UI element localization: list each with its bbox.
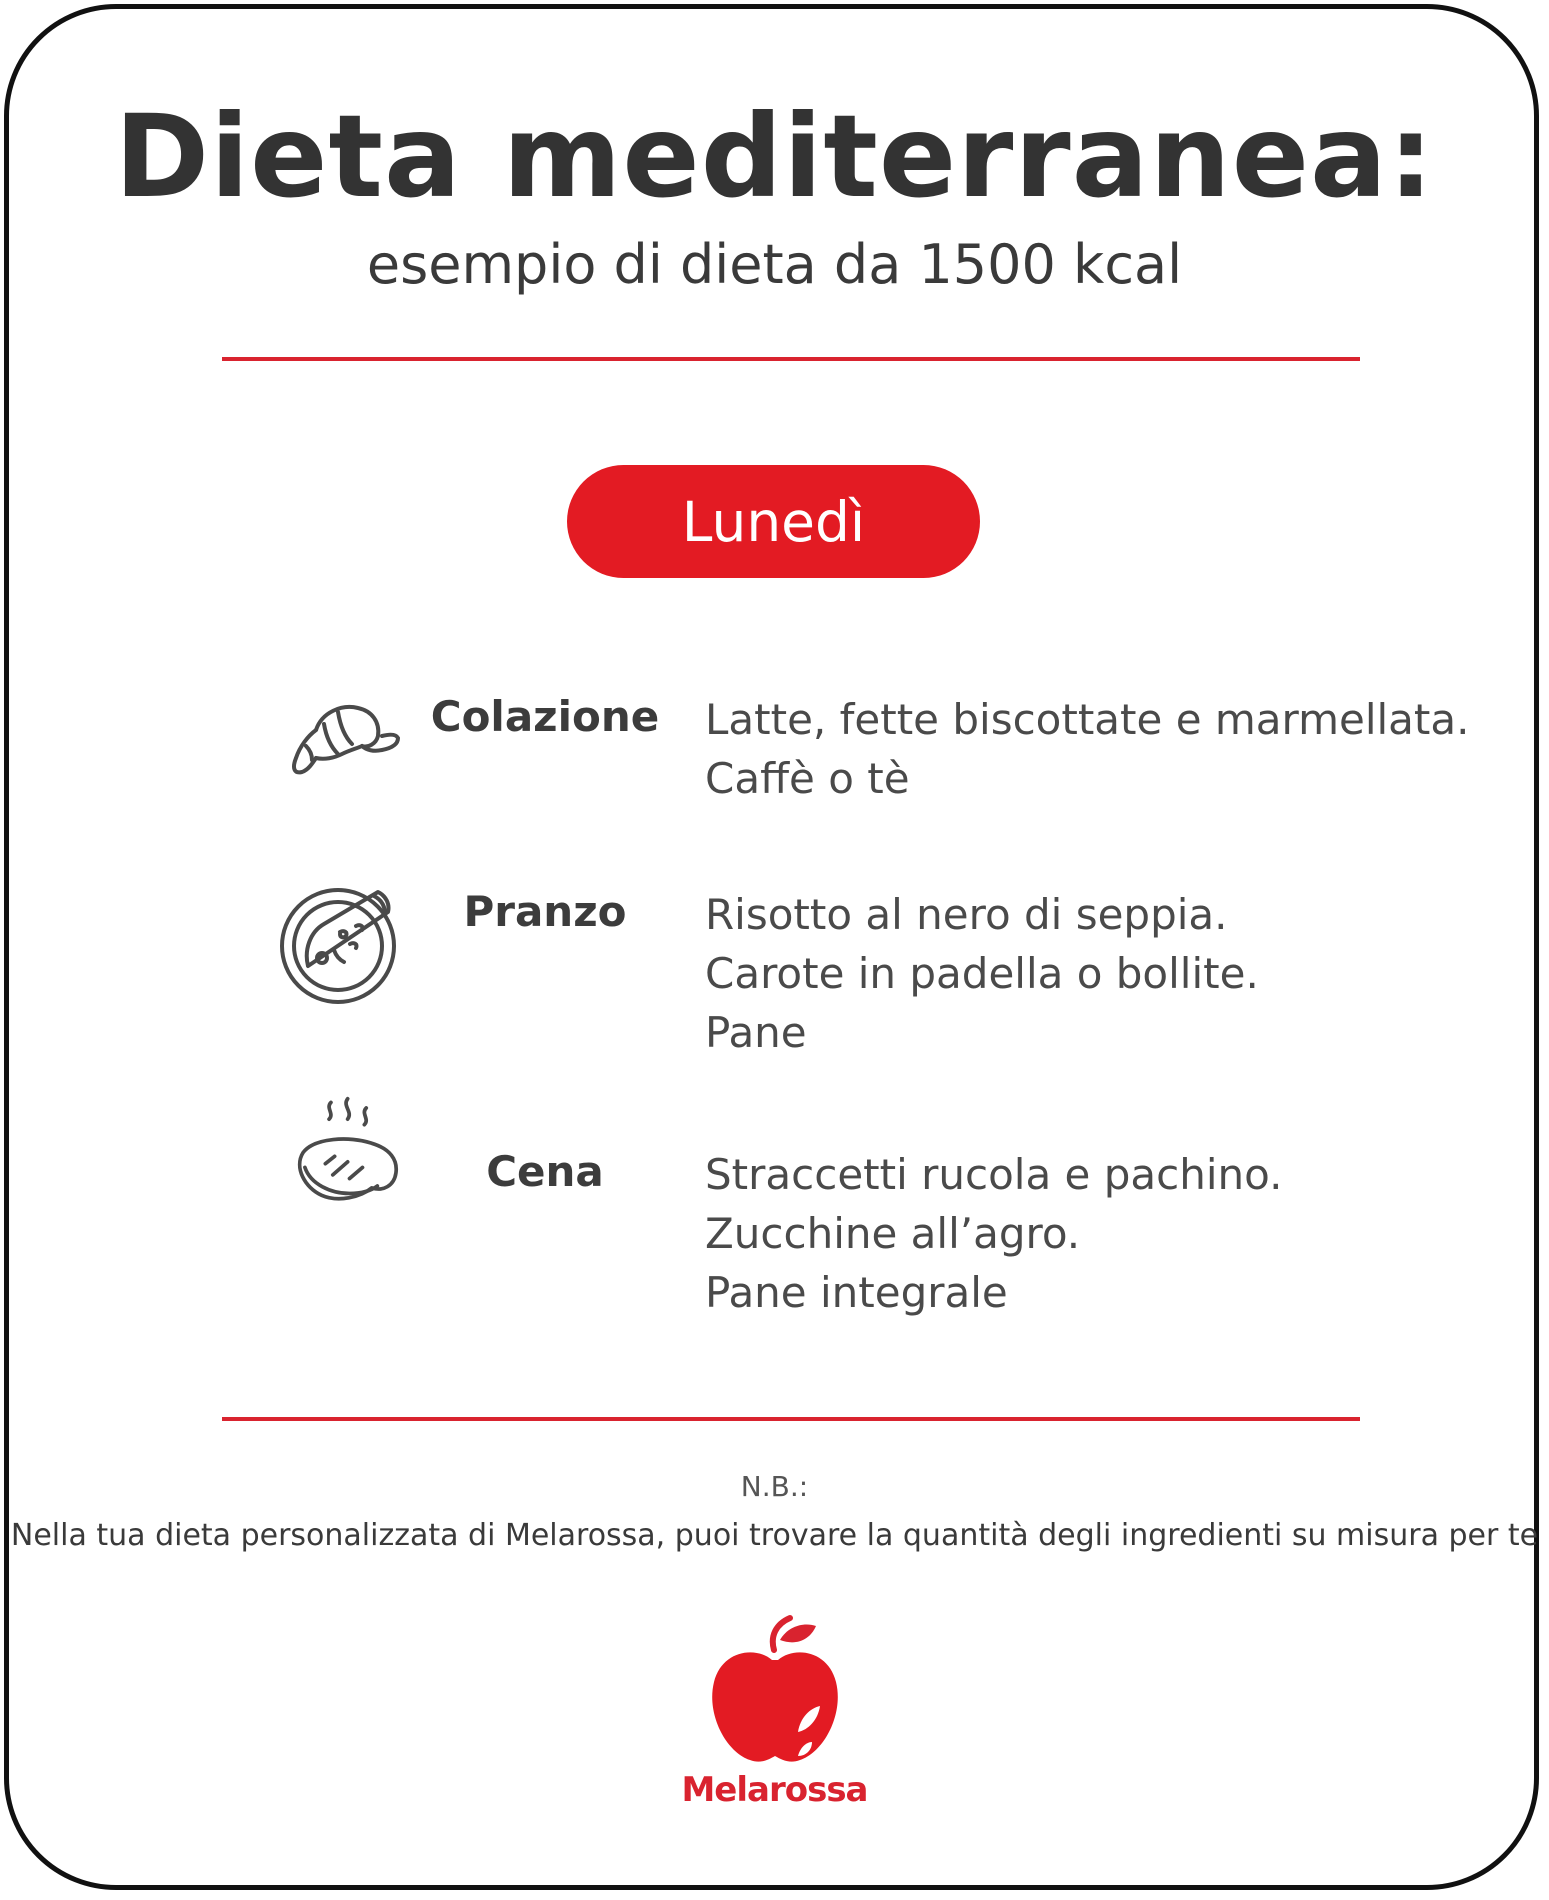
steak-icon <box>278 1095 408 1225</box>
note-label: N.B.: <box>740 1470 809 1503</box>
day-label: Lunedì <box>681 489 866 554</box>
plate-pizza-icon <box>278 880 408 1010</box>
meal-line: Latte, fette biscottate e marmellata. <box>705 695 1470 744</box>
meal-line: Pane <box>705 1008 807 1057</box>
meal-line: Caffè o tè <box>705 754 910 803</box>
meal-name: Pranzo <box>463 887 627 936</box>
croissant-icon <box>278 680 408 810</box>
meal-line: Straccetti rucola e pachino. <box>705 1150 1283 1199</box>
day-badge <box>567 465 980 578</box>
meal-line: Zucchine all’agro. <box>705 1209 1081 1258</box>
bottom-divider <box>222 1417 1360 1421</box>
note-text: Nella tua dieta personalizzata di Melarossa, puoi trovare la quantità degli ingredienti su misura per te <box>10 1518 1539 1553</box>
meal-description <box>705 690 1470 808</box>
page-title: Dieta mediterranea: <box>114 90 1435 223</box>
meal-line: Carote in padella o bollite. <box>705 949 1259 998</box>
meal-description <box>705 885 1405 1062</box>
meal-description <box>705 1145 1405 1322</box>
meal-name: Cena <box>486 1147 604 1196</box>
top-divider <box>222 357 1360 361</box>
page-subtitle: esempio di dieta da 1500 kcal <box>366 233 1183 296</box>
meal-line: Pane integrale <box>705 1268 1008 1317</box>
brand-name: Melarossa <box>681 1770 868 1810</box>
meal-name: Colazione <box>430 692 660 741</box>
meal-line: Risotto al nero di seppia. <box>705 890 1228 939</box>
